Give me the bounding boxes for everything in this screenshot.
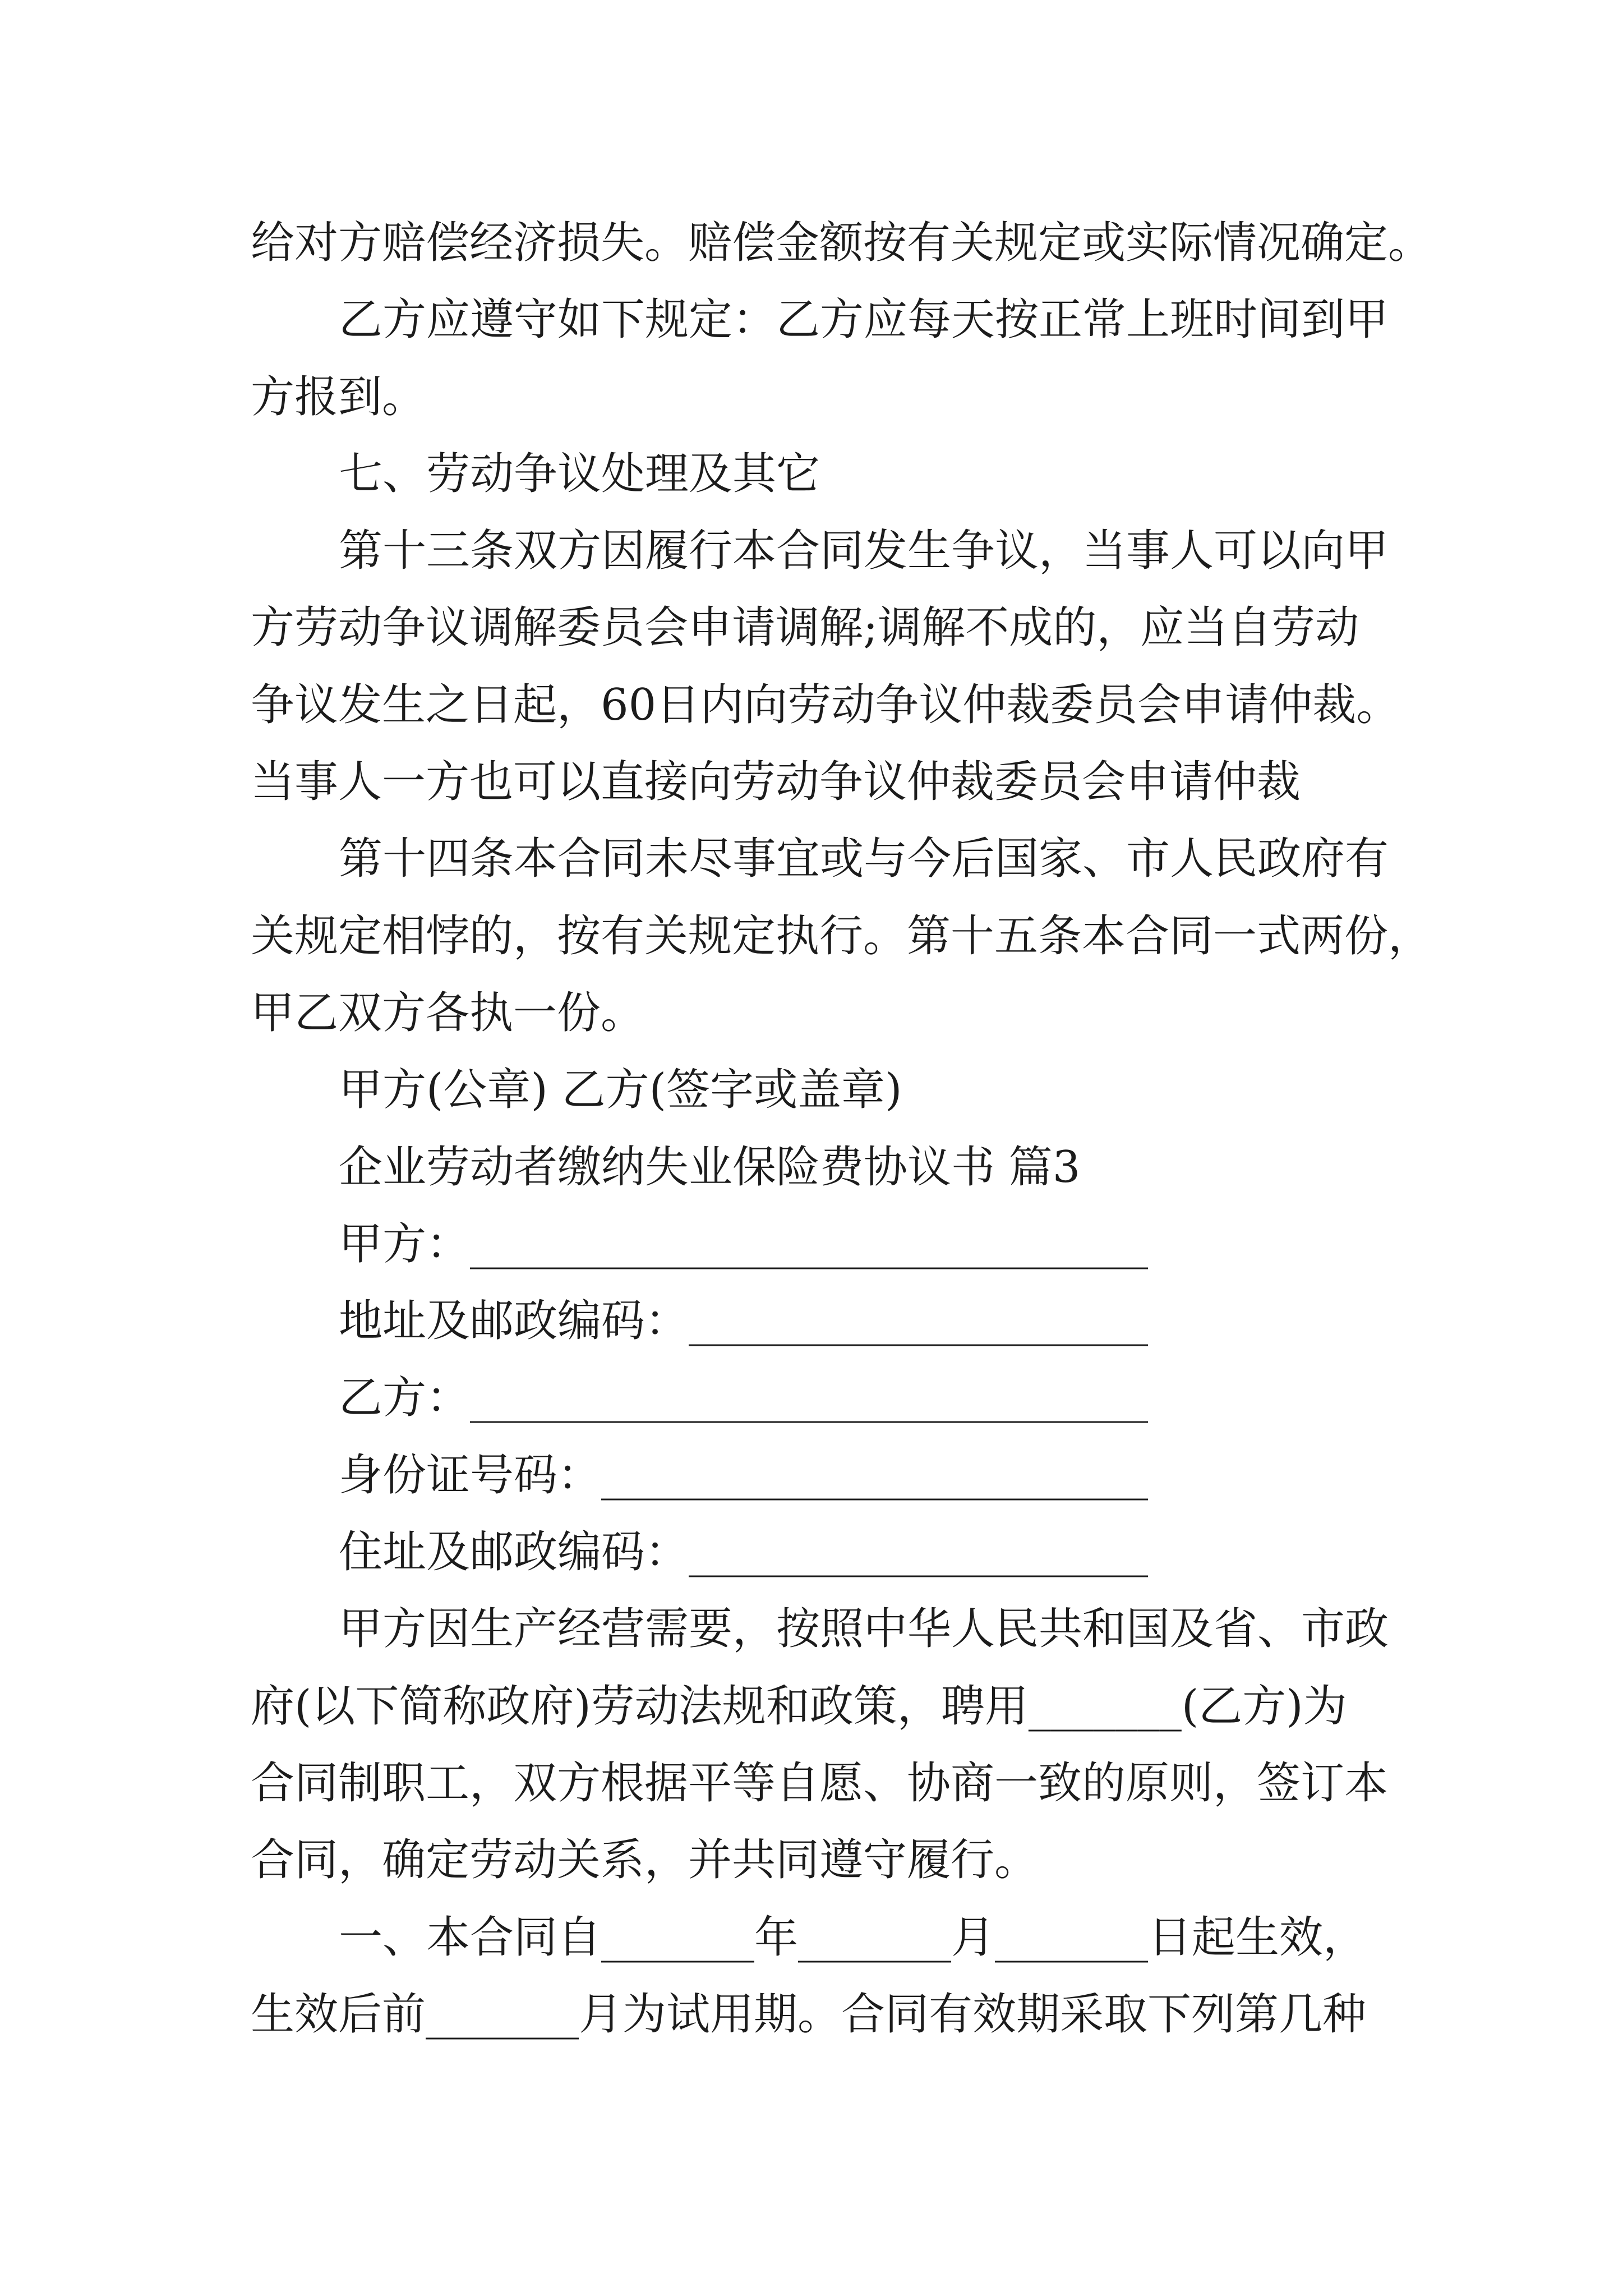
body-text-line: 给对方赔偿经济损失。赔偿金额按有关规定或实际情况确定。 xyxy=(251,218,1432,268)
party-b-address-field: 住址及邮政编码：_____________________ xyxy=(339,1527,1149,1578)
party-a-field: 甲方：_______________________________ xyxy=(339,1218,1149,1269)
document-body xyxy=(251,205,1541,2053)
clause-1-text: 一、本合同自_______年_______月_______日起生效， xyxy=(339,1912,1367,1963)
section-heading: 七、劳动争议处理及其它 xyxy=(339,448,820,499)
body-text-line: 关规定相悖的，按有关规定执行。第十五条本合同一式两份， xyxy=(251,910,1432,961)
body-text-line: 甲乙双方各执一份。 xyxy=(251,987,645,1038)
body-text-line: 府(以下简称政府)劳动法规和政策，聘用_______(乙方)为 xyxy=(251,1681,1347,1732)
body-text-line: 生效后前_______月为试用期。合同有效期采取下列第几种 xyxy=(251,1989,1367,2040)
body-text-line: 方报到。 xyxy=(251,371,426,422)
preamble-text: 甲方因生产经营需要，按照中华人民共和国及省、市政 xyxy=(339,1604,1389,1655)
id-number-field: 身份证号码：_________________________ xyxy=(339,1450,1149,1501)
body-text-line: 乙方应遵守如下规定：乙方应每天按正常上班时间到甲 xyxy=(339,295,1389,346)
body-text-line: 方劳动争议调解委员会申请调解;调解不成的，应当自劳动 xyxy=(251,602,1359,654)
signature-line: 甲方(公章) 乙方(签字或盖章) xyxy=(339,1065,902,1116)
body-text-line: 合同制职工，双方根据平等自愿、协商一致的原则，签订本 xyxy=(251,1757,1389,1809)
party-a-address-field: 地址及邮政编码：_____________________ xyxy=(339,1296,1149,1347)
body-text-line: 争议发生之日起，60日内向劳动争议仲裁委员会申请仲裁。 xyxy=(251,679,1400,730)
party-b-field: 乙方：_______________________________ xyxy=(339,1373,1149,1424)
document-title: 企业劳动者缴纳失业保险费协议书 篇3 xyxy=(339,1142,1081,1193)
article-13-text: 第十三条双方因履行本合同发生争议，当事人可以向甲 xyxy=(339,526,1389,577)
body-text-line: 当事人一方也可以直接向劳动争议仲裁委员会申请仲裁 xyxy=(251,757,1301,808)
body-text-line: 合同，确定劳动关系，并共同遵守履行。 xyxy=(251,1835,1039,1886)
article-14-text: 第十四条本合同未尽事宜或与今后国家、市人民政府有 xyxy=(339,834,1389,885)
